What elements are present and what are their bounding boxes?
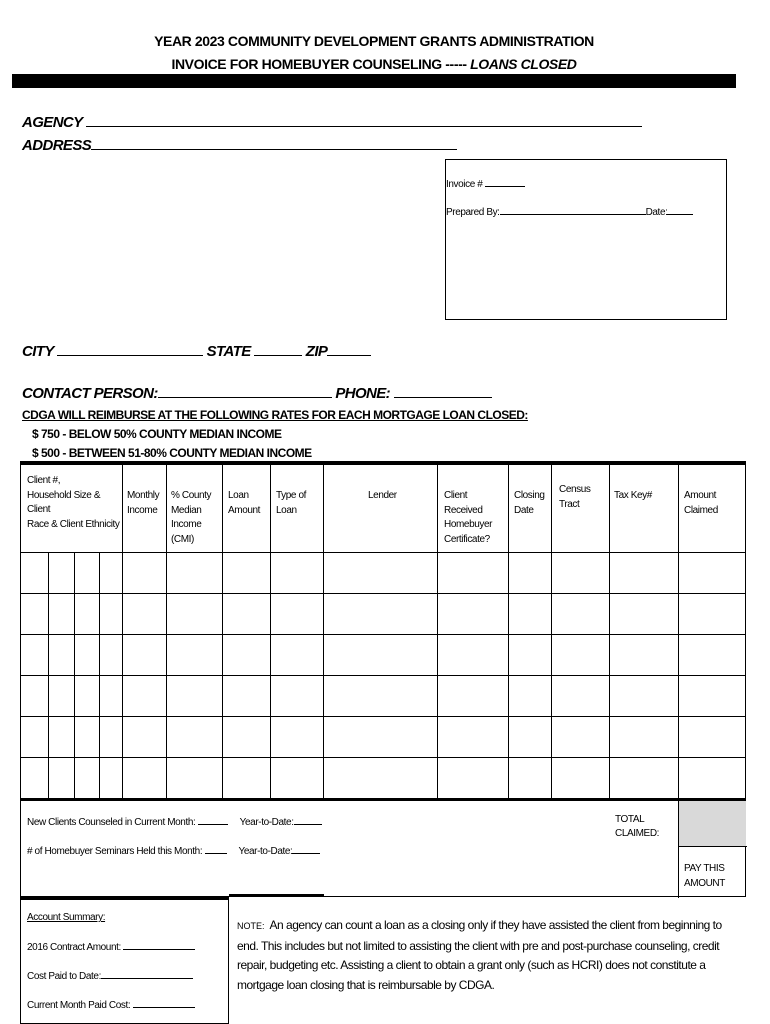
- new-clients-line[interactable]: [198, 816, 228, 825]
- note-label: NOTE:: [237, 921, 265, 931]
- header-bottom-line: [21, 552, 745, 553]
- col-divider: [222, 462, 223, 800]
- account-summary-heading: Account Summary:: [27, 912, 106, 923]
- col-divider: [609, 462, 610, 800]
- state-input-line[interactable]: [254, 344, 302, 356]
- contract-amount-line[interactable]: [123, 941, 195, 950]
- account-summary-box: [20, 897, 229, 1024]
- seminars-label: # of Homebuyer Seminars Held this Month:: [27, 846, 203, 857]
- address-input-line[interactable]: [91, 138, 457, 150]
- summary-divider-bar: [229, 894, 324, 897]
- date-line[interactable]: [667, 206, 693, 215]
- zip-input-line[interactable]: [327, 344, 371, 356]
- rate-51-80: $ 500 - BETWEEN 51-80% COUNTY MEDIAN INCOME: [32, 446, 312, 460]
- total-label-line1: TOTAL: [615, 814, 645, 825]
- subtitle-emphasis: LOANS CLOSED: [470, 56, 577, 72]
- contract-amount-field: [27, 941, 195, 953]
- contact-person-label: CONTACT PERSON:: [22, 385, 158, 402]
- pay-label-line1: PAY THIS: [684, 863, 725, 874]
- current-month-paid-line[interactable]: [133, 999, 195, 1008]
- state-label: STATE: [206, 343, 251, 360]
- current-month-paid-label: Current Month Paid Cost:: [27, 1000, 131, 1011]
- new-clients-ytd-label: Year-to-Date:: [239, 817, 294, 828]
- col-divider: [323, 462, 324, 800]
- prepared-by-label: Prepared By:: [446, 207, 500, 218]
- total-claimed-cell[interactable]: [679, 801, 746, 846]
- phone-input-line[interactable]: [394, 386, 492, 398]
- loans-table: [20, 461, 746, 897]
- new-clients-ytd-line[interactable]: [294, 816, 322, 825]
- row-line: [21, 675, 745, 676]
- col-tax-key: Tax Key#: [614, 490, 652, 501]
- rows-bottom-line: [21, 798, 745, 801]
- invoice-number-label: Invoice #: [446, 179, 483, 190]
- col-certificate: Client Received Homebuyer Certificate?: [444, 490, 493, 545]
- col-divider: [508, 462, 509, 800]
- subcol-divider: [99, 552, 100, 800]
- new-clients-field: [27, 816, 322, 828]
- city-state-zip-field: [22, 343, 371, 360]
- zip-label: ZIP: [305, 343, 328, 360]
- total-label-line2: CLAIMED:: [615, 828, 660, 839]
- agency-field: [22, 114, 642, 131]
- subtitle-text: INVOICE FOR HOMEBUYER COUNSELING -----: [171, 56, 471, 72]
- total-cell-line: [678, 846, 747, 847]
- pay-this-amount-label: [684, 861, 725, 891]
- contact-person-line[interactable]: [158, 386, 332, 398]
- prepared-by-line[interactable]: [500, 206, 646, 215]
- row-line: [21, 593, 745, 594]
- col-county-median-income: % County Median Income (CMI): [171, 490, 212, 545]
- subcol-divider: [48, 552, 49, 800]
- col-lender: Lender: [368, 490, 397, 501]
- invoice-number-field: [446, 178, 525, 190]
- new-clients-label: New Clients Counseled in Current Month:: [27, 817, 196, 828]
- total-claimed-label: [615, 813, 659, 841]
- col-client-info: Client #, Household Size & Client Race & Client Ethnicity: [27, 475, 120, 530]
- date-label: Date:: [645, 207, 668, 218]
- agency-input-line[interactable]: [86, 115, 642, 127]
- rate-below-50: $ 750 - BELOW 50% COUNTY MEDIAN INCOME: [32, 427, 282, 441]
- seminars-line[interactable]: [205, 845, 227, 854]
- address-label: ADDRESS: [22, 137, 92, 154]
- subcol-divider: [74, 552, 75, 800]
- rates-heading: CDGA WILL REIMBURSE AT THE FOLLOWING RATES FOR EACH MORTGAGE LOAN CLOSED:: [22, 408, 528, 422]
- city-input-line[interactable]: [57, 344, 203, 356]
- row-line: [21, 634, 745, 635]
- col-divider: [122, 462, 123, 800]
- invoice-info-box: [445, 159, 727, 320]
- note-text: An agency can count a loan as a closing only if they have assisted the client from beginning to end. This includes but not limited to assisting the client with pre and post-purchase counseling, credit repair, budgeting etc. Assisting a client to obtain a grant only (such as HCRI) does not constitute a mortgage loan closing that is reimbursable by CDGA.: [237, 918, 722, 992]
- closing-note: [237, 916, 737, 995]
- col-loan-amount: Loan Amount: [228, 490, 261, 516]
- cost-paid-field: [27, 970, 193, 982]
- seminars-field: [27, 845, 320, 857]
- col-divider: [437, 462, 438, 800]
- prepared-by-field: [446, 206, 693, 218]
- phone-label: PHONE:: [335, 385, 391, 402]
- invoice-number-line[interactable]: [485, 178, 525, 187]
- table-top-border: [21, 462, 745, 465]
- seminars-ytd-line[interactable]: [292, 845, 320, 854]
- agency-label: AGENCY: [22, 114, 83, 131]
- seminars-ytd-label: Year-to-Date:: [238, 846, 293, 857]
- header-divider-bar: [12, 74, 736, 88]
- col-divider: [270, 462, 271, 800]
- pay-label-line2: AMOUNT: [684, 878, 725, 889]
- col-type-of-loan: Type of Loan: [276, 490, 306, 516]
- col-closing-date: Closing Date: [514, 490, 545, 516]
- col-census-tract: Census Tract: [559, 484, 591, 510]
- form-subtitle: [0, 56, 748, 72]
- form-title: YEAR 2023 COMMUNITY DEVELOPMENT GRANTS ADMINISTRATION: [154, 33, 594, 49]
- contact-phone-field: [22, 385, 492, 402]
- cost-paid-label: Cost Paid to Date:: [27, 971, 101, 982]
- contract-amount-label: 2016 Contract Amount:: [27, 942, 121, 953]
- city-label: CITY: [22, 343, 54, 360]
- row-line: [21, 757, 745, 758]
- col-amount-claimed: Amount Claimed: [684, 490, 718, 516]
- address-field: [22, 137, 457, 154]
- cost-paid-line[interactable]: [101, 970, 193, 979]
- col-monthly-income: Monthly Income: [127, 490, 160, 516]
- row-line: [21, 716, 745, 717]
- current-month-paid-field: [27, 999, 195, 1011]
